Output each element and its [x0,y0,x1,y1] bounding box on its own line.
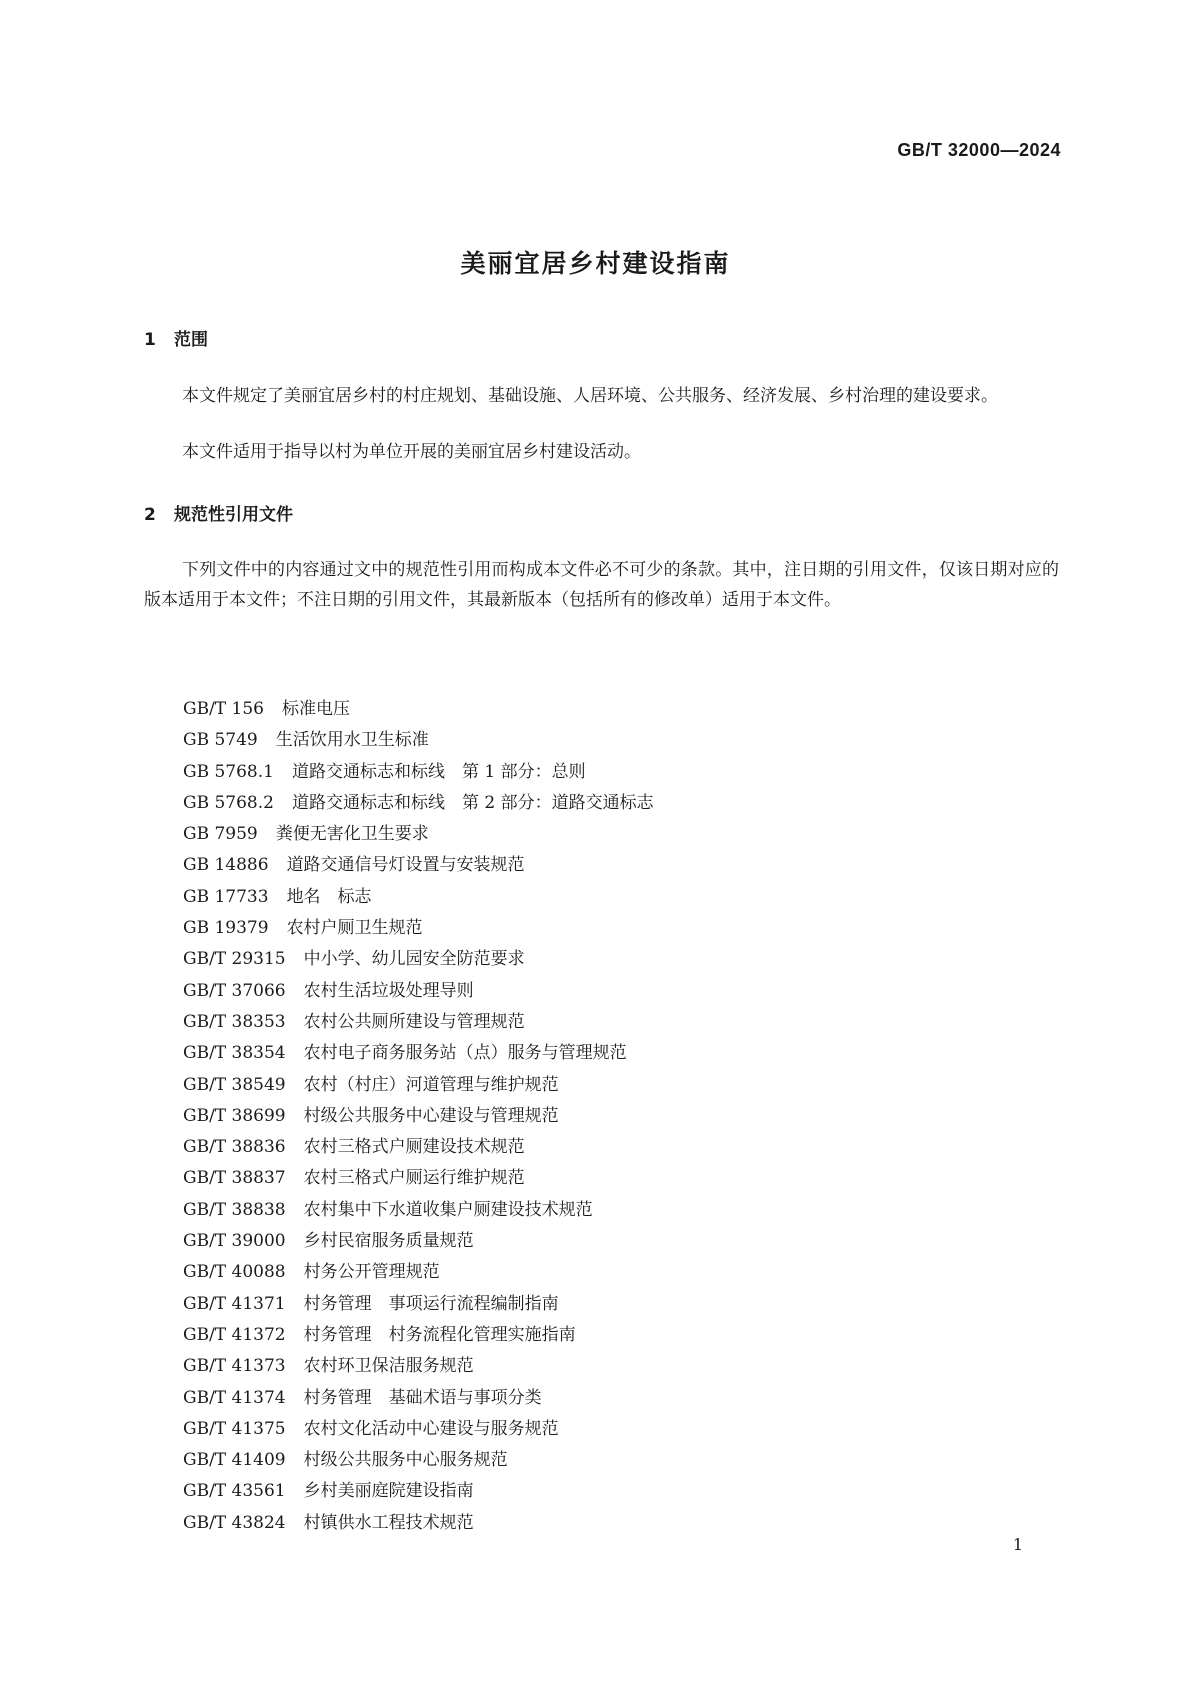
reference-title: 村级公共服务中心建设与管理规范 [303,1105,559,1126]
page-number: 1 [1012,1535,1023,1554]
section-1-number: 1 [144,330,156,350]
reference-item [183,944,654,975]
reference-code: GB/T 41409 [183,1450,286,1471]
reference-code: GB 5768.1 [183,761,274,782]
reference-code: GB/T 38699 [183,1105,286,1126]
reference-item [183,1226,654,1257]
reference-title: 乡村美丽庭院建设指南 [303,1481,474,1502]
reference-title: 村级公共服务中心服务规范 [303,1450,508,1471]
reference-title: 粪便无害化卫生要求 [275,824,429,845]
reference-item [183,1132,654,1163]
reference-item [183,1508,654,1539]
reference-title: 道路交通标志和标线 第 1 部分：总则 [291,761,586,782]
reference-title: 农村三格式户厕运行维护规范 [303,1168,525,1189]
reference-code: GB/T 41372 [183,1324,286,1345]
reference-title: 农村文化活动中心建设与服务规范 [303,1418,559,1439]
reference-item [183,1351,654,1382]
reference-item [183,1414,654,1445]
reference-code: GB/T 43824 [183,1512,286,1533]
reference-item [183,819,654,850]
reference-code: GB/T 29315 [183,949,286,970]
section-1-heading [144,325,208,350]
reference-item [183,757,654,788]
reference-title: 农村电子商务服务站（点）服务与管理规范 [303,1043,627,1064]
reference-item [183,1163,654,1194]
reference-code: GB/T 38837 [183,1168,286,1189]
reference-title: 农村生活垃圾处理导则 [303,980,474,1001]
reference-code: GB/T 41375 [183,1418,286,1439]
reference-title: 地名 标志 [286,886,372,907]
reference-title: 村务公开管理规范 [303,1262,440,1283]
reference-item [183,976,654,1007]
reference-item [183,694,654,725]
section-1-title: 范围 [174,330,208,350]
reference-code: GB 19379 [183,918,269,939]
reference-item [183,882,654,913]
reference-item [183,1038,654,1069]
reference-code: GB/T 38549 [183,1074,286,1095]
reference-item [183,1070,654,1101]
reference-title: 村镇供水工程技术规范 [303,1512,474,1533]
reference-title: 乡村民宿服务质量规范 [303,1231,474,1252]
reference-code: GB/T 39000 [183,1231,286,1252]
reference-item [183,1289,654,1320]
reference-code: GB/T 38354 [183,1043,286,1064]
reference-title: 村务管理 基础术语与事项分类 [303,1387,542,1408]
reference-title: 农村集中下水道收集户厕建设技术规范 [303,1199,593,1220]
section-2-title: 规范性引用文件 [174,505,293,525]
reference-code: GB/T 40088 [183,1262,286,1283]
reference-code: GB/T 38836 [183,1137,286,1158]
reference-code: GB/T 38353 [183,1011,286,1032]
normative-references-list [183,694,654,1539]
standard-number: GB/T 32000—2024 [897,140,1061,160]
reference-title: 标准电压 [282,699,350,719]
section-2-heading [144,500,293,525]
reference-item [183,850,654,881]
reference-code: GB/T 37066 [183,980,286,1001]
reference-title: 农村（村庄）河道管理与维护规范 [303,1074,559,1095]
reference-item [183,788,654,819]
reference-title: 农村三格式户厕建设技术规范 [303,1137,525,1158]
reference-title: 农村户厕卫生规范 [286,918,423,939]
reference-code: GB 7959 [183,824,258,845]
reference-title: 农村环卫保洁服务规范 [303,1356,474,1377]
reference-title: 村务管理 事项运行流程编制指南 [303,1293,559,1314]
reference-item [183,1101,654,1132]
section-1-paragraph-1: 本文件规定了美丽宜居乡村的村庄规划、基础设施、人居环境、公共服务、经济发展、乡村治理的建设要求。 [182,386,998,406]
reference-title: 生活饮用水卫生标准 [275,730,429,751]
reference-item [183,1320,654,1351]
reference-item [183,1257,654,1288]
reference-code: GB/T 41374 [183,1387,286,1408]
reference-item [183,913,654,944]
document-title: 美丽宜居乡村建设指南 [460,249,731,278]
reference-code: GB/T 43561 [183,1481,286,1502]
reference-item [183,1476,654,1507]
reference-code: GB 5749 [183,730,258,751]
reference-item [183,1445,654,1476]
reference-code: GB 17733 [183,886,269,907]
reference-title: 村务管理 村务流程化管理实施指南 [303,1324,576,1345]
reference-code: GB/T 41371 [183,1293,286,1314]
reference-item [183,1195,654,1226]
reference-code: GB 14886 [183,855,269,876]
reference-code: GB/T 38838 [183,1199,286,1220]
section-2-paragraph-1: 下列文件中的内容通过文中的规范性引用而构成本文件必不可少的条款。其中，注日期的引用文件，仅该日期对应的版本适用于本文件；不注日期的引用文件，其最新版本（包括所有的修改单）适用于本文件。 [144,560,1059,610]
reference-item [183,1383,654,1414]
reference-code: GB/T 156 [183,699,264,719]
reference-item [183,1007,654,1038]
reference-title: 道路交通信号灯设置与安装规范 [286,855,525,876]
section-1-paragraph-2: 本文件适用于指导以村为单位开展的美丽宜居乡村建设活动。 [182,442,641,462]
section-2-number: 2 [144,505,156,525]
reference-title: 中小学、幼儿园安全防范要求 [303,949,525,970]
reference-title: 道路交通标志和标线 第 2 部分：道路交通标志 [291,792,654,813]
reference-item [183,725,654,756]
reference-title: 农村公共厕所建设与管理规范 [303,1011,525,1032]
reference-code: GB/T 41373 [183,1356,286,1377]
reference-code: GB 5768.2 [183,792,274,813]
